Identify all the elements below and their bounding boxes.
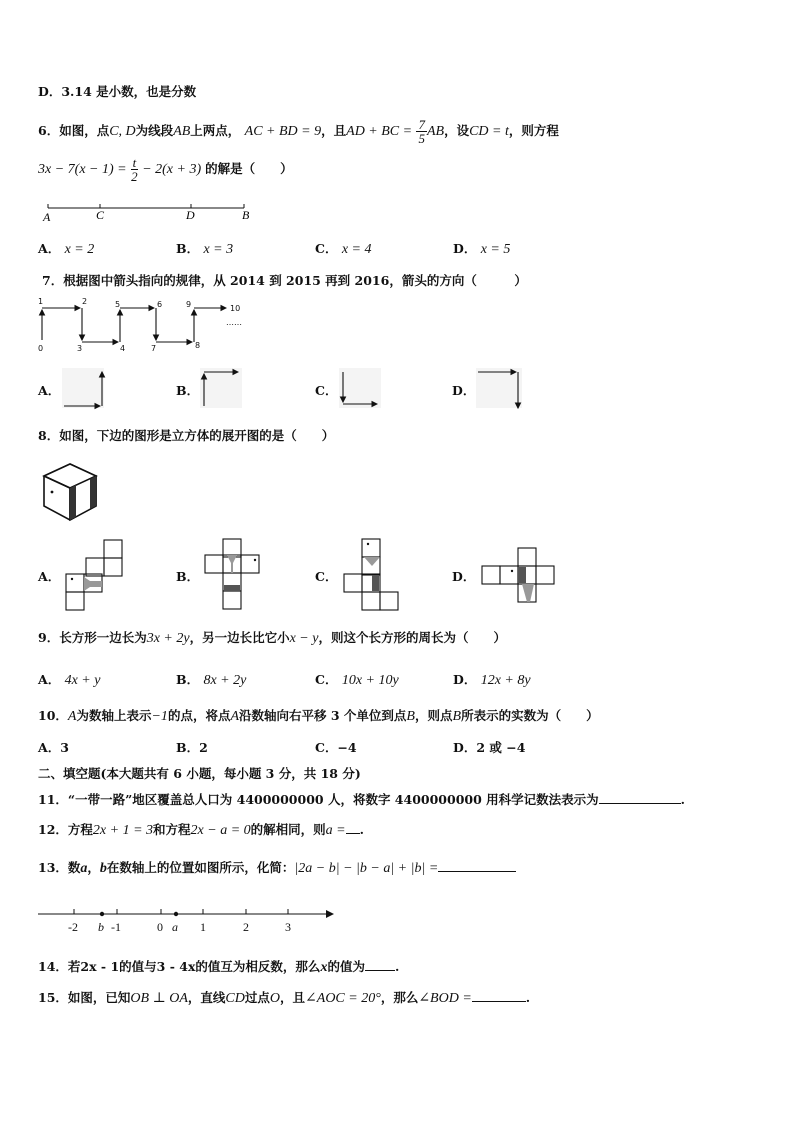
q6-label-d: D [186,208,195,222]
svg-text:……: …… [226,318,242,327]
svg-text:9: 9 [186,300,192,309]
q13-answer-blank [438,871,516,872]
q10-option-a: A．3 [38,740,69,755]
q6-option-c: C． x = 4 [315,241,372,257]
svg-text:0: 0 [38,344,44,353]
q6-label-b: B [242,208,250,222]
q10-option-d: D．2 或 −4 [453,740,526,755]
q9-option-a: A． 4x + y [38,672,101,688]
q14-stem: 14．若2x - 1的值与3 - 4x的值互为相反数，那么x的值为 . [38,959,400,975]
q6-option-d: D． x = 5 [453,241,511,257]
svg-text:5: 5 [115,300,121,309]
q7-option-d-label: D． [452,383,476,398]
section-2-heading: 二、填空题(本大题共有 6 小题，每小题 3 分，共 18 分) [38,766,361,781]
q8-option-d-net [480,546,556,606]
q6-segment-figure [40,200,260,226]
svg-text:0: 0 [157,920,163,934]
q9-stem: 9．长方形一边长为3x + 2y，另一边长比它小x − y，则这个长方形的周长为（ ） [38,630,506,646]
q15-answer-blank [472,1001,526,1002]
q10-option-c: C．−4 [315,740,357,755]
q9-option-b: B． 8x + 2y [176,672,247,688]
q8-cube-figure [40,462,102,524]
svg-text:4: 4 [120,344,126,353]
svg-text:b: b [98,920,104,934]
q6-label-c: C [96,208,105,222]
svg-text:-2: -2 [68,920,78,934]
q7-arrow-figure [36,298,256,356]
svg-text:7: 7 [151,344,157,353]
q12-stem: 12．方程2x + 1 = 3和方程2x − a = 0的解相同，则a = . [38,822,364,838]
svg-text:a: a [172,920,178,934]
svg-text:10: 10 [230,304,241,313]
q7-stem: 7．根据图中箭头指向的规律，从 2014 到 2015 再到 2016，箭头的方向（ ） [42,273,527,288]
q8-option-a-net [64,539,126,613]
q13-number-line [36,904,336,934]
svg-text:6: 6 [157,300,163,309]
q7-option-b-arrows [200,368,244,410]
q8-option-a-label: A． [38,569,61,584]
q7-option-b-label: B． [176,383,200,398]
svg-text:3: 3 [285,920,291,934]
q6-option-b: B． x = 3 [176,241,234,257]
q6-stem: 6．如图，点C, D为线段AB上两点， AC + BD = 9，且AD + BC = $\frac{7}{5}$ AB，设CD = t，则方程 [38,117,559,146]
q8-option-c-net [342,536,400,614]
q8-option-c-label: C． [315,569,338,584]
q10-option-b: B．2 [176,740,208,755]
q7-option-d-arrows [476,368,526,412]
q13-stem: 13．数a，b在数轴上的位置如图所示，化简：|2a − b| − |b − a| + |b| = [38,858,516,877]
q9-option-d: D． 12x + 8y [453,672,531,688]
q14-answer-blank [365,970,395,971]
q5-option-d: D．3.14 是小数，也是分数 [38,84,197,99]
svg-text:1: 1 [200,920,206,934]
q11-stem: 11．“一带一路”地区覆盖总人口为 4400000000 人，将数字 4400000000 用科学记数法表示为 . [38,792,685,807]
svg-text:-1: -1 [111,920,121,934]
q7-option-a-arrows [62,368,106,410]
q8-stem: 8．如图，下边的图形是立方体的展开图的是（ ） [38,428,335,443]
q9-option-c: C． 10x + 10y [315,672,399,688]
svg-text:3: 3 [77,344,83,353]
svg-text:2: 2 [82,297,88,306]
q6-option-a: A． x = 2 [38,241,95,257]
q10-stem: 10．A为数轴上表示−1的点，将点A沿数轴向右平移 3 个单位到点B，则点B所表示的实数为（ ） [38,708,599,724]
q8-option-d-label: D． [452,569,476,584]
q8-option-b-net [203,538,269,614]
svg-text:2: 2 [243,920,249,934]
q15-stem: 15．如图，已知OB ⊥ OA，直线CD过点O，且∠AOC = 20°，那么∠BOD = . [38,990,531,1006]
q6-label-a: A [43,210,51,224]
q6-equation: 3x − 7(x − 1) = $\frac{t}{2}$ − 2(x + 3) 的解是（ ） [38,155,293,184]
q7-option-c-arrows [339,368,383,410]
q7-option-c-label: C． [315,383,338,398]
svg-text:1: 1 [38,297,44,306]
q8-option-b-label: B． [176,569,200,584]
q7-option-a-label: A． [38,383,61,398]
svg-text:8: 8 [195,341,201,350]
q12-answer-blank [346,833,360,834]
q11-answer-blank [599,803,681,804]
